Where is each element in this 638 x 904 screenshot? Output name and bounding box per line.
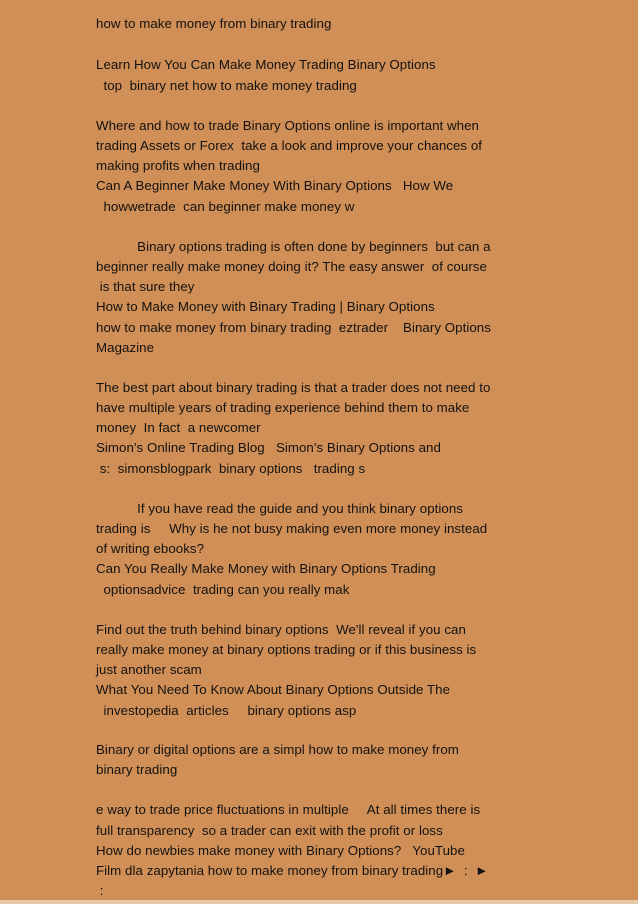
text-line: The best part about binary trading is that a trader does not need to	[96, 380, 491, 395]
text-line: Magazine	[96, 340, 155, 355]
text-line: making profits when trading	[96, 158, 260, 173]
text-line: How do newbies make money with Binary Options? YouTube	[96, 843, 465, 858]
text-line: money In fact a newcomer	[96, 420, 261, 435]
text-line: If you have read the guide and you think binary options	[96, 501, 463, 516]
text-line: What You Need To Know About Binary Options Outside The	[96, 682, 451, 697]
text-line: Binary or digital options are a simpl how to make money from	[96, 742, 459, 757]
text-line: :	[96, 883, 104, 898]
text-line: just another scam	[96, 662, 202, 677]
text-line: How to Make Money with Binary Trading | Binary Options	[96, 299, 435, 314]
document-page	[96, 0, 616, 902]
text-line: how to make money from binary trading	[96, 16, 332, 31]
text-line: Can A Beginner Make Money With Binary Options How We	[96, 178, 454, 193]
text-line: e way to trade price fluctuations in multiple At all times there is	[96, 802, 481, 817]
text-line: Learn How You Can Make Money Trading Binary Options	[96, 57, 436, 72]
text-line: have multiple years of trading experience behind them to make	[96, 400, 470, 415]
text-line: how to make money from binary trading eztrader Binary Options	[96, 320, 491, 335]
text-line: Simon's Online Trading Blog Simon's Binary Options and	[96, 440, 441, 455]
text-line: full transparency so a trader can exit with the profit or loss	[96, 823, 443, 838]
text-line: Find out the truth behind binary options We'll reveal if you can	[96, 622, 466, 637]
text-line: s: simonsblogpark binary options trading s	[96, 461, 366, 476]
text-line: beginner really make money doing it? The easy answer of course	[96, 259, 487, 274]
text-line: optionsadvice trading can you really mak	[96, 582, 350, 597]
text-line: trading Assets or Forex take a look and improve your chances of	[96, 138, 483, 153]
text-line: howwetrade can beginner make money w	[96, 199, 355, 214]
text-line: Binary options trading is often done by beginners but can a	[96, 239, 491, 254]
text-line: really make money at binary options trading or if this business is	[96, 642, 477, 657]
text-line: Can You Really Make Money with Binary Options Trading	[96, 561, 436, 576]
text-line: trading is Why is he not busy making even more money instead	[96, 521, 488, 536]
text-line: of writing ebooks?	[96, 541, 205, 556]
text-line: investopedia articles binary options asp	[96, 703, 357, 718]
page-bottom-edge	[0, 900, 638, 904]
text-line: Where and how to trade Binary Options online is important when	[96, 118, 480, 133]
text-line: is that sure they	[96, 279, 195, 294]
text-line: top binary net how to make money trading	[96, 78, 357, 93]
text-line: Film dla zapytania how to make money from binary trading► : ►	[96, 863, 489, 878]
text-line: binary trading	[96, 762, 178, 777]
